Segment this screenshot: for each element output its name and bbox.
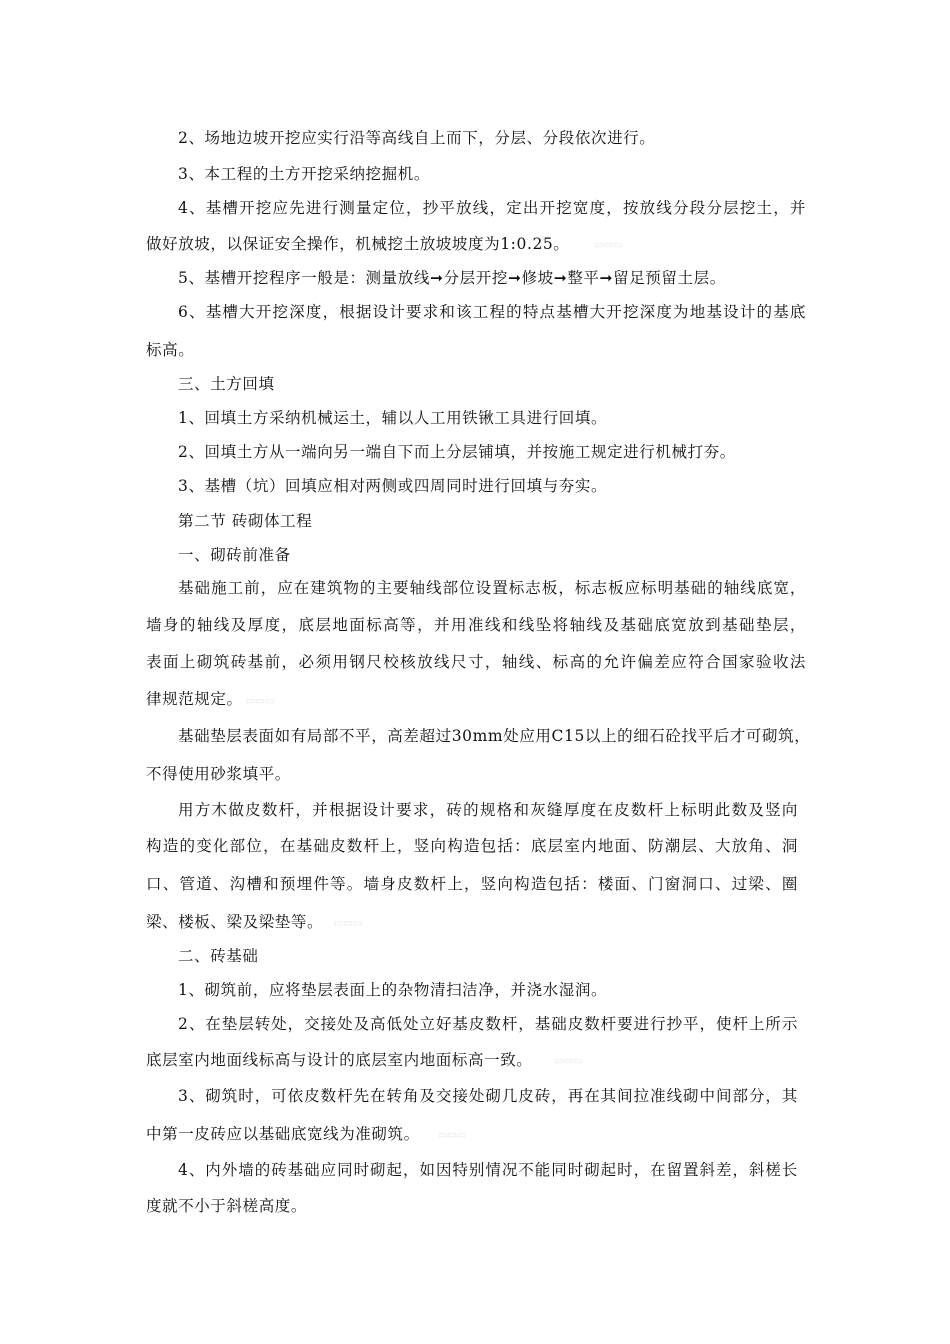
text-line: 表面上砌筑砖基前，必须用钢尺校核放线尺寸，轴线、标高的允许偏差应符合国家验收法 [146,653,806,671]
section-heading: 二、砖基础 [178,947,259,965]
faint-watermark: ▭▭▭ [554,1056,583,1067]
text-line: 3、基槽（坑）回填应相对两侧或四周同时进行回填与夯实。 [178,477,608,495]
section-heading: 第二节 砖砌体工程 [178,512,313,530]
text-line: 中第一皮砖应以基础底宽线为准砌筑。 [146,1125,420,1143]
text-line: 基础施工前，应在建筑物的主要轴线部位设置标志板，标志板应标明基础的轴线底宽， [178,579,806,597]
faint-watermark: ▭▭▭ [334,918,363,929]
text-line: 律规范规定。 [146,690,243,708]
text-line: 4、内外墙的砖基础应同时砌起，如因特别情况不能同时砌起时，在留置斜差，斜槎长 [178,1161,798,1179]
text-line: 做好放坡，以保证安全操作，机械挖土放坡坡度为1:0.25。 [146,235,570,253]
text-line: 底层室内地面线标高与设计的底层室内地面标高一致。 [146,1051,533,1069]
faint-watermark: ▭▭▭ [594,240,623,251]
text-line: 2、回填土方从一端向另一端自下而上分层铺填，并按施工规定进行机械打夯。 [178,443,736,461]
section-heading: 一、砌砖前准备 [178,546,291,564]
section-heading: 三、土方回填 [178,375,275,393]
text-line: 4、基槽开挖应先进行测量定位，抄平放线，定出开挖宽度，按放线分段分层挖土，并 [178,199,806,217]
faint-watermark: ▭▭▭ [246,696,275,707]
text-line: 标高。 [146,341,195,359]
text-line: 2、在垫层转处，交接处及高低处立好基皮数杆，基础皮数杆要进行抄平，使杆上所示 [178,1015,798,1033]
text-line: 1、砌筑前，应将垫层表面上的杂物清扫洁净，并浇水湿润。 [178,981,608,999]
text-line: 1、回填土方采纳机械运土，辅以人工用铁锹工具进行回填。 [178,409,608,427]
text-line: 用方木做皮数杆，并根据设计要求，砖的规格和灰缝厚度在皮数杆上标明此数及竖向 [178,801,798,819]
text-line: 3、砌筑时，可依皮数杆先在转角及交接处砌几皮砖，再在其间拉准线砌中间部分，其 [178,1087,798,1105]
text-line: 梁、楼板、梁及梁垫等。 [146,913,324,931]
text-line: 口、管道、沟槽和预埋件等。墙身皮数杆上，竖向构造包括：楼面、门窗洞口、过梁、圈 [146,875,798,893]
text-line: 墙身的轴线及厚度，底层地面标高等，并用准线和线坠将轴线及基础底宽放到基础垫层， [146,616,806,634]
text-line: 5、基槽开挖程序一般是：测量放线➞分层开挖➞修坡➞整平➞留足预留土层。 [178,269,726,287]
text-line: 构造的变化部位，在基础皮数杆上，竖向构造包括：底层室内地面、防潮层、大放角、洞 [146,837,798,855]
text-line: 基础垫层表面如有局部不平，高差超过30mm处应用C15以上的细石砼找平后才可砌筑， [178,727,811,745]
text-line: 2、场地边坡开挖应实行沿等高线自上而下，分层、分段依次进行。 [178,129,656,147]
text-line: 度就不小于斜槎高度。 [146,1197,308,1215]
text-line: 3、本工程的土方开挖采纳挖掘机。 [178,165,430,183]
text-line: 6、基槽大开挖深度，根据设计要求和该工程的特点基槽大开挖深度为地基设计的基底 [178,303,806,321]
faint-watermark: ▭▭▭ [438,1130,467,1141]
text-line: 不得使用砂浆填平。 [146,765,291,783]
